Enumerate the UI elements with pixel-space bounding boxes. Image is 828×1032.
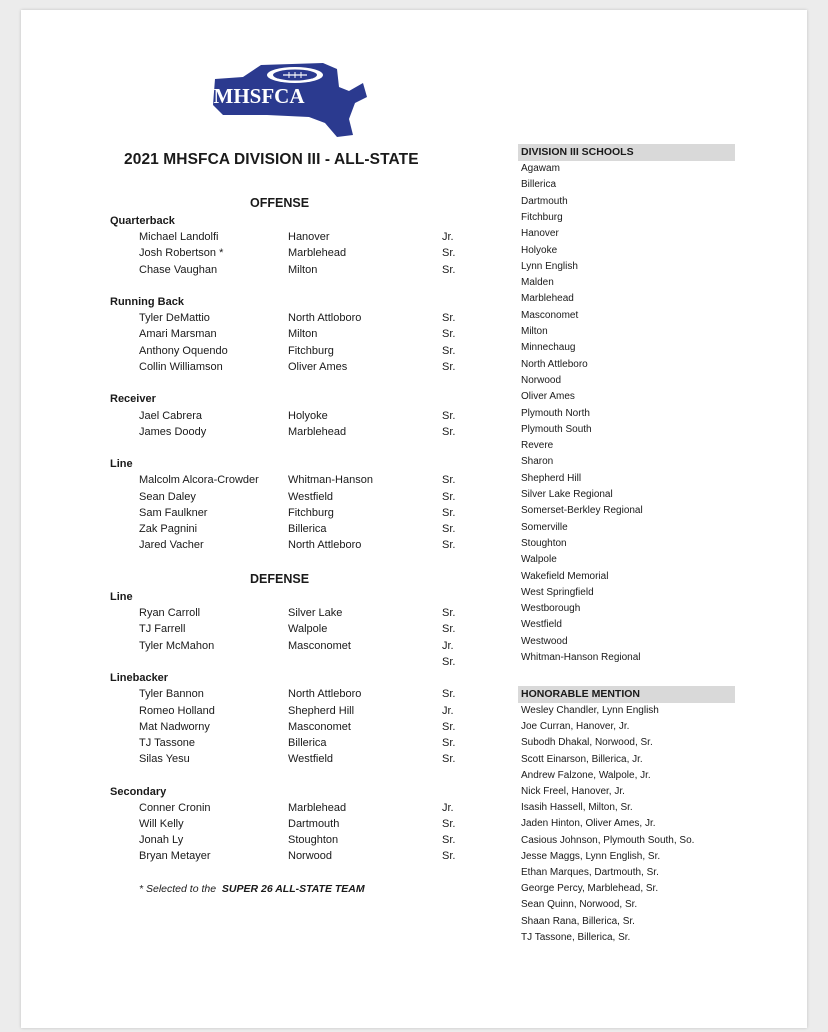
player-name: Ryan Carroll: [139, 607, 201, 619]
player-class-year: Sr.: [442, 410, 456, 422]
player-row: [0, 426, 470, 442]
player-school: Billerica: [288, 737, 327, 749]
player-name: Chase Vaughan: [139, 264, 218, 276]
player-row: [0, 705, 470, 721]
school-list-item: Whitman-Hanson Regional: [521, 652, 641, 663]
school-list-item: Agawam: [521, 163, 560, 174]
player-name: Silas Yesu: [139, 753, 190, 765]
player-school: Stoughton: [288, 834, 339, 846]
player-class-year: Sr.: [442, 607, 456, 619]
player-class-year: Jr.: [442, 640, 454, 652]
player-name: Amari Marsman: [139, 328, 217, 340]
player-school: Whitman-Hanson: [288, 474, 373, 486]
honorable-mention-item: Andrew Falzone, Walpole, Jr.: [521, 769, 651, 781]
player-name: Malcolm Alcora-Crowder: [139, 474, 259, 486]
player-class-year: Sr.: [442, 328, 456, 340]
school-list-item: Fitchburg: [521, 211, 563, 223]
player-school: Silver Lake: [288, 607, 343, 619]
school-list-item: Billerica: [521, 179, 557, 191]
player-class-year: Sr.: [442, 361, 456, 373]
player-school: Milton: [288, 264, 318, 276]
player-name: Sean Daley: [139, 491, 196, 503]
player-class-year: Jr.: [442, 705, 454, 717]
player-school: Westfield: [288, 491, 334, 503]
school-list-item: Dartmouth: [521, 195, 568, 207]
player-class-year: Sr.: [442, 834, 456, 846]
division-schools-header: DIVISION III SCHOOLS: [518, 144, 735, 161]
offense-section-title: OFFENSE: [250, 196, 310, 210]
player-school: Hanover: [288, 231, 330, 243]
player-row: [0, 491, 470, 507]
player-school: North Attleboro: [288, 688, 362, 700]
player-row: [0, 523, 470, 539]
player-name: TJ Tassone: [139, 737, 196, 749]
player-name: Zak Pagnini: [139, 523, 198, 535]
player-row: [0, 640, 470, 656]
school-list-item: Stoughton: [521, 537, 567, 549]
honorable-mention-item: TJ Tassone, Billerica, Sr.: [521, 931, 631, 943]
school-list-item: Oliver Ames: [521, 391, 575, 403]
school-list-item: Holyoke: [521, 244, 558, 256]
player-row: [0, 802, 470, 818]
player-row: [0, 410, 470, 426]
position-heading: Running Back: [110, 296, 184, 308]
player-class-year: Sr.: [442, 491, 456, 503]
player-class-year: Sr.: [442, 345, 456, 357]
player-school: Marblehead: [288, 247, 347, 259]
player-name: Conner Cronin: [139, 802, 211, 814]
school-list-item: Silver Lake Regional: [521, 489, 613, 500]
player-name: Jael Cabrera: [139, 410, 202, 422]
honorable-mention-item: Jesse Maggs, Lynn English, Sr.: [521, 850, 661, 862]
player-name: Mat Nadworny: [139, 721, 210, 733]
player-row: [0, 753, 470, 769]
school-list-item: Marblehead: [521, 293, 574, 305]
player-class-year: Sr.: [442, 688, 456, 700]
school-list-item: Sharon: [521, 456, 554, 468]
document-title: 2021 MHSFCA DIVISION III - ALL-STATE: [124, 151, 419, 168]
player-class-year: Sr.: [442, 539, 456, 551]
player-name: James Doody: [139, 426, 207, 438]
player-row: [0, 361, 470, 377]
school-list-item: Westwood: [521, 635, 568, 647]
player-row: [0, 264, 470, 280]
honorable-mention-item: George Percy, Marblehead, Sr.: [521, 883, 659, 895]
player-class-year: Jr.: [442, 802, 454, 814]
player-class-year: Sr.: [442, 850, 456, 862]
school-list-item: Revere: [521, 440, 554, 452]
player-class-year: Sr.: [442, 426, 456, 438]
school-list-item: Hanover: [521, 228, 559, 240]
player-class-year: Sr.: [442, 474, 456, 486]
school-list-item: West Springfield: [521, 586, 594, 598]
player-class-year: Sr.: [442, 721, 456, 733]
player-school: North Attloboro: [288, 312, 362, 324]
player-name: Tyler DeMattio: [139, 312, 210, 324]
player-school: Fitchburg: [288, 345, 334, 357]
player-class-year: Jr.: [442, 231, 454, 243]
player-row: [0, 607, 470, 623]
player-school: Fitchburg: [288, 507, 334, 519]
player-name: Tyler McMahon: [139, 640, 215, 652]
player-school: Shepherd Hill: [288, 705, 355, 717]
honorable-mention-item: Wesley Chandler, Lynn English: [521, 705, 659, 716]
player-row: [0, 818, 470, 834]
player-school: Oliver Ames: [288, 361, 348, 373]
player-row: [0, 539, 470, 555]
player-school: Milton: [288, 328, 318, 340]
player-name: Jared Vacher: [139, 539, 204, 551]
school-list-item: Malden: [521, 277, 554, 289]
player-row: [0, 834, 470, 850]
honorable-mention-item: Casious Johnson, Plymouth South, So.: [521, 834, 695, 846]
honorable-mention-item: Nick Freel, Hanover, Jr.: [521, 786, 625, 797]
player-row: [0, 507, 470, 523]
player-name: Josh Robertson *: [139, 247, 224, 259]
player-row: [0, 688, 470, 704]
player-school: Billerica: [288, 523, 327, 535]
school-list-item: Somerville: [521, 521, 568, 533]
logo-text: MHSFCA: [213, 84, 305, 108]
player-row: [0, 231, 470, 247]
honorable-mention-item: Jaden Hinton, Oliver Ames, Jr.: [521, 818, 656, 830]
player-school: Masconomet: [288, 640, 351, 652]
honorable-mention-item: Joe Curran, Hanover, Jr.: [521, 721, 630, 733]
school-list-item: Wakefield Memorial: [521, 570, 609, 582]
player-class-year: Sr.: [442, 753, 456, 765]
player-name: Bryan Metayer: [139, 850, 211, 862]
player-name: Jonah Ly: [139, 834, 184, 846]
footnote: [139, 883, 365, 895]
honorable-mention-item: Ethan Marques, Dartmouth, Sr.: [521, 867, 659, 878]
school-list-item: Norwood: [521, 374, 562, 386]
player-school: Masconomet: [288, 721, 351, 733]
player-school: Dartmouth: [288, 818, 340, 830]
player-class-year: Sr.: [442, 312, 456, 324]
player-name: Michael Landolfi: [139, 231, 219, 243]
school-list-item: Westborough: [521, 603, 581, 615]
player-school: Holyoke: [288, 410, 328, 422]
mhsfca-logo: [203, 57, 371, 141]
player-row: [0, 850, 470, 866]
player-row: [0, 247, 470, 263]
player-row: [0, 328, 470, 344]
school-list-item: Shepherd Hill: [521, 472, 582, 484]
player-school: Norwood: [288, 850, 333, 862]
player-name: TJ Farrell: [139, 623, 186, 635]
position-heading: Secondary: [110, 786, 167, 798]
player-school: North Attleboro: [288, 539, 362, 551]
player-row: [0, 474, 470, 490]
school-list-item: Plymouth South: [521, 423, 592, 435]
player-class-year: Sr.: [442, 818, 456, 830]
player-school: Marblehead: [288, 426, 347, 438]
player-class-year: Sr.: [442, 264, 456, 276]
player-school: Walpole: [288, 623, 328, 635]
player-school: Marblehead: [288, 802, 347, 814]
school-list-item: Westfield: [521, 619, 562, 631]
school-list-item: Walpole: [521, 554, 557, 566]
player-class-year: Sr.: [442, 523, 456, 535]
position-heading: Receiver: [110, 393, 156, 405]
school-list-item: Lynn English: [521, 260, 578, 272]
player-name: Sam Faulkner: [139, 507, 208, 519]
position-heading: Quarterback: [110, 215, 175, 227]
player-row: [0, 721, 470, 737]
player-class-year: Sr.: [442, 507, 456, 519]
honorable-mention-item: Shaan Rana, Billerica, Sr.: [521, 915, 635, 927]
honorable-mention-item: Sean Quinn, Norwood, Sr.: [521, 899, 638, 911]
player-name: Will Kelly: [139, 818, 184, 830]
honorable-mention-header: HONORABLE MENTION: [518, 686, 735, 703]
school-list-item: Somerset-Berkley Regional: [521, 505, 643, 517]
position-heading: Line: [110, 591, 133, 603]
honorable-mention-item: Subodh Dhakal, Norwood, Sr.: [521, 737, 653, 749]
player-class-year: Sr.: [442, 247, 456, 259]
player-name: Collin Williamson: [139, 361, 223, 373]
player-class-year: Sr.: [442, 737, 456, 749]
school-list-item: Plymouth North: [521, 407, 590, 419]
player-name: Anthony Oquendo: [139, 345, 228, 357]
player-row: [0, 623, 470, 639]
school-list-item: North Attleboro: [521, 358, 588, 370]
footnote-prefix: * Selected to the: [139, 883, 217, 895]
school-list-item: Masconomet: [521, 309, 579, 321]
honorable-mention-item: Isasih Hassell, Milton, Sr.: [521, 802, 633, 814]
school-list-item: Minnechaug: [521, 342, 576, 354]
player-row: [0, 737, 470, 753]
player-class-year: Sr.: [442, 656, 456, 668]
player-class-year: Sr.: [442, 623, 456, 635]
position-heading: Linebacker: [110, 672, 169, 684]
defense-section-title: DEFENSE: [250, 572, 310, 586]
player-row: [0, 345, 470, 361]
player-row: [0, 312, 470, 328]
footnote-team: SUPER 26 ALL-STATE TEAM: [221, 883, 365, 895]
player-row: [0, 656, 470, 672]
player-name: Romeo Holland: [139, 705, 215, 717]
player-school: Westfield: [288, 753, 334, 765]
position-heading: Line: [110, 458, 133, 470]
player-name: Tyler Bannon: [139, 688, 204, 700]
school-list-item: Milton: [521, 326, 548, 337]
honorable-mention-item: Scott Einarson, Billerica, Jr.: [521, 753, 643, 765]
